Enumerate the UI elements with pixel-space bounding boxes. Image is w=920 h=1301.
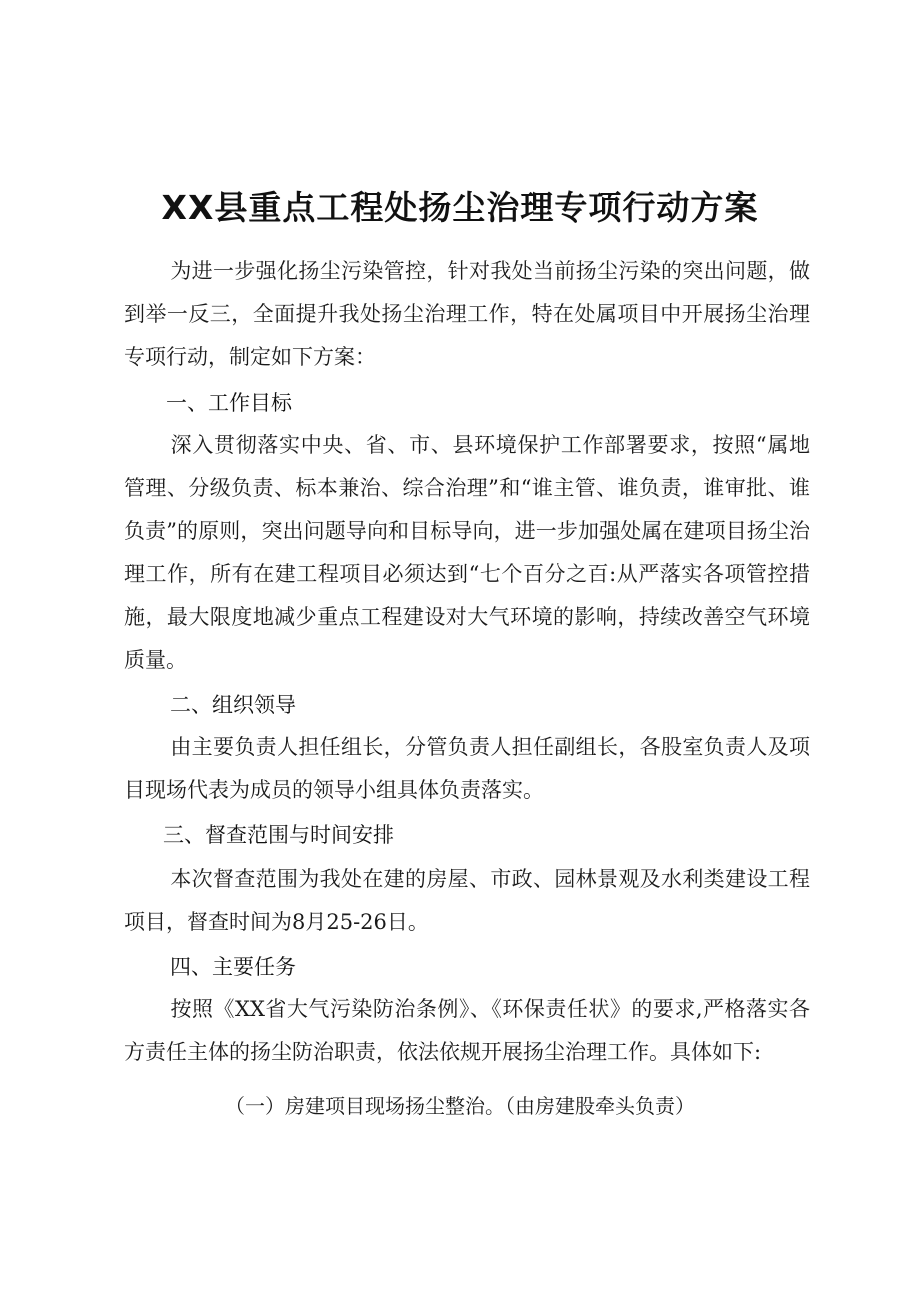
section-heading-tasks: 四、主要任务 bbox=[170, 955, 296, 979]
section-body-tasks-text: 按照《XX省大气污染防治条例》、《环保责任状》的要求,严格落实各方责任主体的扬尘防治职责，依法依规开展扬尘治理工作。具体如下: bbox=[124, 997, 810, 1064]
intro-text: 为进一步强化扬尘污染管控，针对我处当前扬尘污染的突出问题，做到举一反三，全面提升我处扬尘治理工作，特在处属项目中开展扬尘治理专项行动，制定如下方案： bbox=[124, 259, 810, 369]
document-title: XX县重点工程处扬尘治理专项行动方案 bbox=[161, 188, 759, 227]
sub-heading-housing: （一）房建项目现场扬尘整治。（由房建股牵头负责） bbox=[225, 1094, 695, 1118]
intro-paragraph bbox=[124, 250, 810, 379]
section-body-organization-text: 由主要负责人担任组长，分管负责人担任副组长，各股室负责人及项目现场代表为成员的领导小组具体负责落实。 bbox=[124, 735, 810, 802]
section-body-scope-text: 本次督查范围为我处在建的房屋、市政、园林景观及水利类建设工程项目，督查时间为8月25-26日。 bbox=[124, 867, 810, 934]
section-body-scope bbox=[124, 858, 810, 944]
section-body-goals bbox=[124, 424, 810, 682]
section-body-organization bbox=[124, 726, 810, 812]
section-body-goals-text: 深入贯彻落实中央、省、市、县环境保护工作部署要求，按照“属地管理、分级负责、标本兼治、综合治理”和“谁主管、谁负责，谁审批、谁负责”的原则，突出问题导向和目标导向，进一步加强处属在建项目扬尘治理工作，所有在建工程项目必须达到“七个百分之百:从严落实各项管控措施，最大限度地减少重点工程建设对大气环境的影响，持续改善空气环境质量。 bbox=[124, 433, 810, 672]
section-heading-scope: 三、督查范围与时间安排 bbox=[163, 823, 394, 847]
section-body-tasks bbox=[124, 988, 810, 1074]
section-heading-goals: 一、工作目标 bbox=[166, 391, 292, 415]
section-heading-organization: 二、组织领导 bbox=[170, 693, 296, 717]
